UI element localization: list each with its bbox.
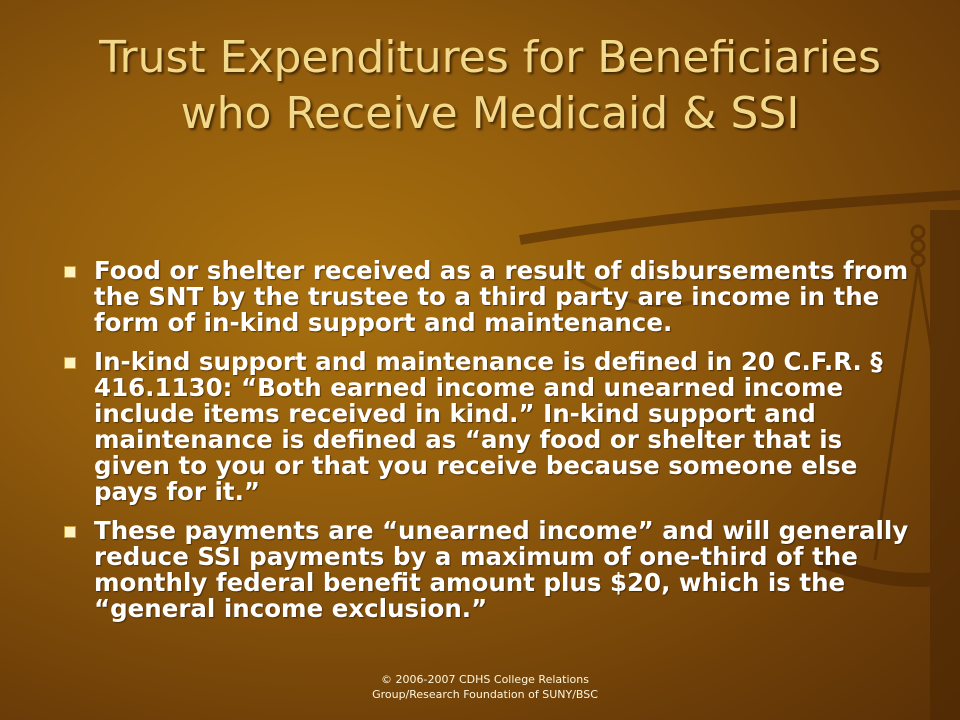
copyright-footer [290, 672, 680, 702]
bullet-item [60, 349, 910, 505]
bullet-text: These payments are “unearned income” and will generally reduce SSI payments by a maximum of one-third of the monthly federal benefit amount plus $20, which is the “general income exclusion.” [94, 516, 909, 623]
bullet-item [60, 258, 910, 336]
footer-line: © 2006-2007 CDHS College Relations [381, 673, 589, 686]
footer-line: Group/Research Foundation of SUNY/BSC [372, 688, 598, 701]
square-bullet-icon [64, 357, 76, 369]
bullet-text: In-kind support and maintenance is defined in 20 C.F.R. § 416.1130: “Both earned income and unearned income include items received in kind.” In-kind support and maintenance is defined as “any food or shelter that is given to you or that you receive because someone else pays for it.” [94, 347, 883, 506]
square-bullet-icon [64, 526, 76, 538]
bullet-list [60, 258, 910, 635]
square-bullet-icon [64, 266, 76, 278]
slide-title: Trust Expenditures for Beneficiaries who Receive Medicaid & SSI [99, 32, 881, 139]
bullet-item [60, 518, 910, 622]
bullet-text: Food or shelter received as a result of disbursements from the SNT by the trustee to a third party are income in the form of in-kind support and maintenance. [94, 256, 909, 337]
